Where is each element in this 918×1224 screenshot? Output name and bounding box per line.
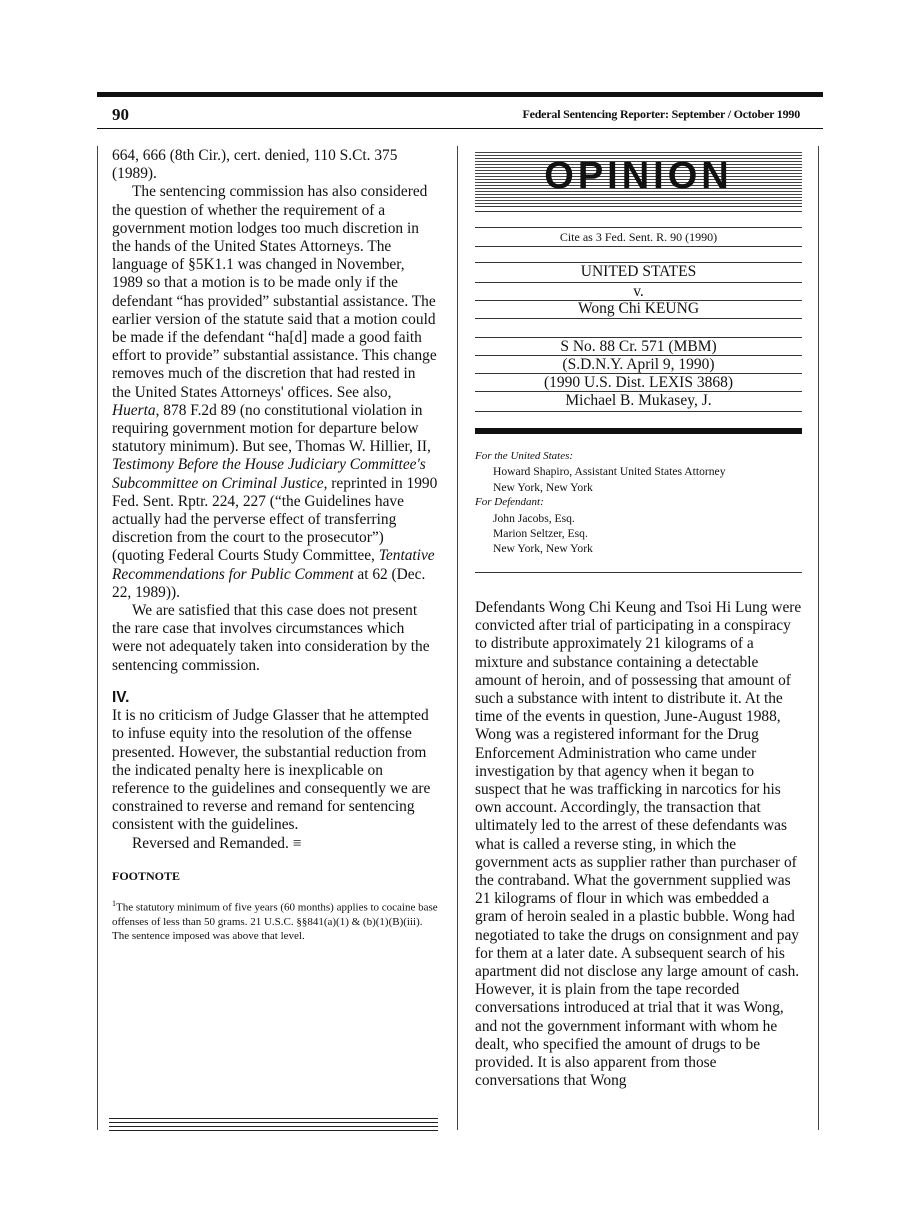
- rule: [475, 227, 802, 228]
- thick-rule: [475, 428, 802, 434]
- center-column-rule: [457, 146, 458, 1130]
- lexis-cite: (1990 U.S. Dist. LEXIS 3868): [543, 374, 733, 391]
- judge: Michael B. Mukasey, J.: [565, 392, 712, 409]
- party-plaintiff: UNITED STATES: [580, 263, 697, 280]
- rule: [475, 572, 802, 573]
- court-date: (S.D.N.Y. April 9, 1990): [562, 356, 715, 373]
- party-defendant: Wong Chi KEUNG: [577, 300, 700, 317]
- footnote-text: $^1$The statutory minimum of five years (60 months) applies to cocaine base offenses of less than 50 grams. 21 U.S.C. §§841(a)(1) & (b)(1)(B)(iii). The sentence imposed was above that level.: [112, 898, 438, 942]
- header-rule: [97, 128, 823, 129]
- disposition: Reversed and Remanded. ≡: [132, 834, 302, 852]
- counsel-city: New York, New York: [493, 480, 593, 494]
- rule: [475, 318, 802, 319]
- counsel-label: For the United States:: [475, 450, 574, 462]
- section-heading: IV.: [112, 688, 130, 706]
- left-column-rule: [97, 146, 98, 1130]
- paragraph: 664, 666 (8th Cir.), cert. denied, 110 S.Ct. 375 (1989).: [112, 147, 398, 183]
- counsel-name: John Jacobs, Esq.: [493, 511, 575, 525]
- counsel-name: Marion Seltzer, Esq.: [493, 527, 588, 541]
- counsel-block: [475, 449, 802, 557]
- left-bottom-double-rule: [109, 1126, 438, 1131]
- journal-title: Federal Sentencing Reporter: September / October 1990: [522, 107, 800, 121]
- header-top-bar: [97, 92, 823, 97]
- left-column: [112, 147, 438, 943]
- footnote-heading: FOOTNOTE: [112, 868, 181, 883]
- paragraph: We are satisfied that this case does not present the rare case that involves circumstances which were not adequately taken into consideration by the sentencing commission.: [112, 602, 430, 674]
- versus: v.: [633, 283, 644, 300]
- counsel-label: For Defendant:: [475, 496, 544, 509]
- left-bottom-double-rule: [109, 1118, 438, 1123]
- docket-number: S No. 88 Cr. 571 (MBM): [560, 338, 717, 355]
- paragraph: The sentencing commission has also considered the question of whether the requirement of a government motion lodges too much discretion in the hands of the United States Attorneys. The language of §5K1.1 was changed in November, 1989 so that a motion is to be made only if the defendant “has provided” substantial assistance. The earlier version of the statute said that a motion could be made if the defendant “ha[d] made a good faith effort to provide” substantial assistance. This change removes much of the discretion that had rested in the United States Attorneys' offices. See also, Huerta, 878 F.2d 89 (no constitutional violation in requiring government motion for departure below statutory minimum). But see, Thomas W. Hillier, II, Testimony Before the House Judiciary Committee's Subcommittee on Criminal Justice, reprinted in 1990 Fed. Sent. Rptr. 224, 227 (“the Guidelines have actually had the perverse effect of transferring discretion from the court to the prosecutor”) (quoting Federal Courts Study Committee, Tentative Recommendations for Public Comment at 62 (Dec. 22, 1989)).: [112, 183, 438, 601]
- opinion-body: Defendants Wong Chi Keung and Tsoi Hi Lung were convicted after trial of participating in a conspiracy to distribute approximately 21 kilograms of a mixture and substance containing a detectable amount of heroin, and of possessing that amount of such a substance with intent to distribute it. At the time of the events in question, June-August 1988, Wong was a registered informant for the Drug Enforcement Administration who came under investigation by that agency when it began to suspect that he was trafficking in narcotics for his own account. Accordingly, the transaction that ultimately led to the arrest of these defendants was what is called a reverse sting, in which the government acts as supplier rather than purchaser of the contraband. What the government supplied was 21 kilograms of flour in which was embedded a gram of heroin sealed in a plastic bubble. Wong had negotiated to take the drugs on consignment and pay for them at a later date. A subsequent search of his apartment did not disclose any large amount of cash. However, it is plain from the tape recorded conversations introduced at trial that it was Wong, and not the government informant with whom he dealt, who specified the amount of drugs to be provided. It is also apparent from those conversations that Wong: [475, 599, 802, 1090]
- opinion-title: OPINION: [544, 155, 733, 197]
- paragraph: It is no criticism of Judge Glasser that he attempted to infuse equity into the resolution of the offense presented. However, the substantial reduction from the indicated penalty here is inexplicable on reference to the guidelines and consequently we are constrained to reverse and remand for sentencing consistent with the guidelines.: [112, 707, 431, 834]
- counsel-city: New York, New York: [493, 542, 593, 556]
- opinion-banner: [475, 150, 802, 206]
- rule: [475, 411, 802, 412]
- banner-underline: [475, 206, 802, 212]
- citation: Cite as 3 Fed. Sent. R. 90 (1990): [559, 230, 718, 244]
- right-column: [475, 599, 803, 1090]
- page-number: 90: [112, 105, 129, 124]
- rule: [475, 246, 802, 247]
- right-column-rule: [818, 146, 819, 1130]
- counsel-name: Howard Shapiro, Assistant United States Attorney: [493, 465, 726, 479]
